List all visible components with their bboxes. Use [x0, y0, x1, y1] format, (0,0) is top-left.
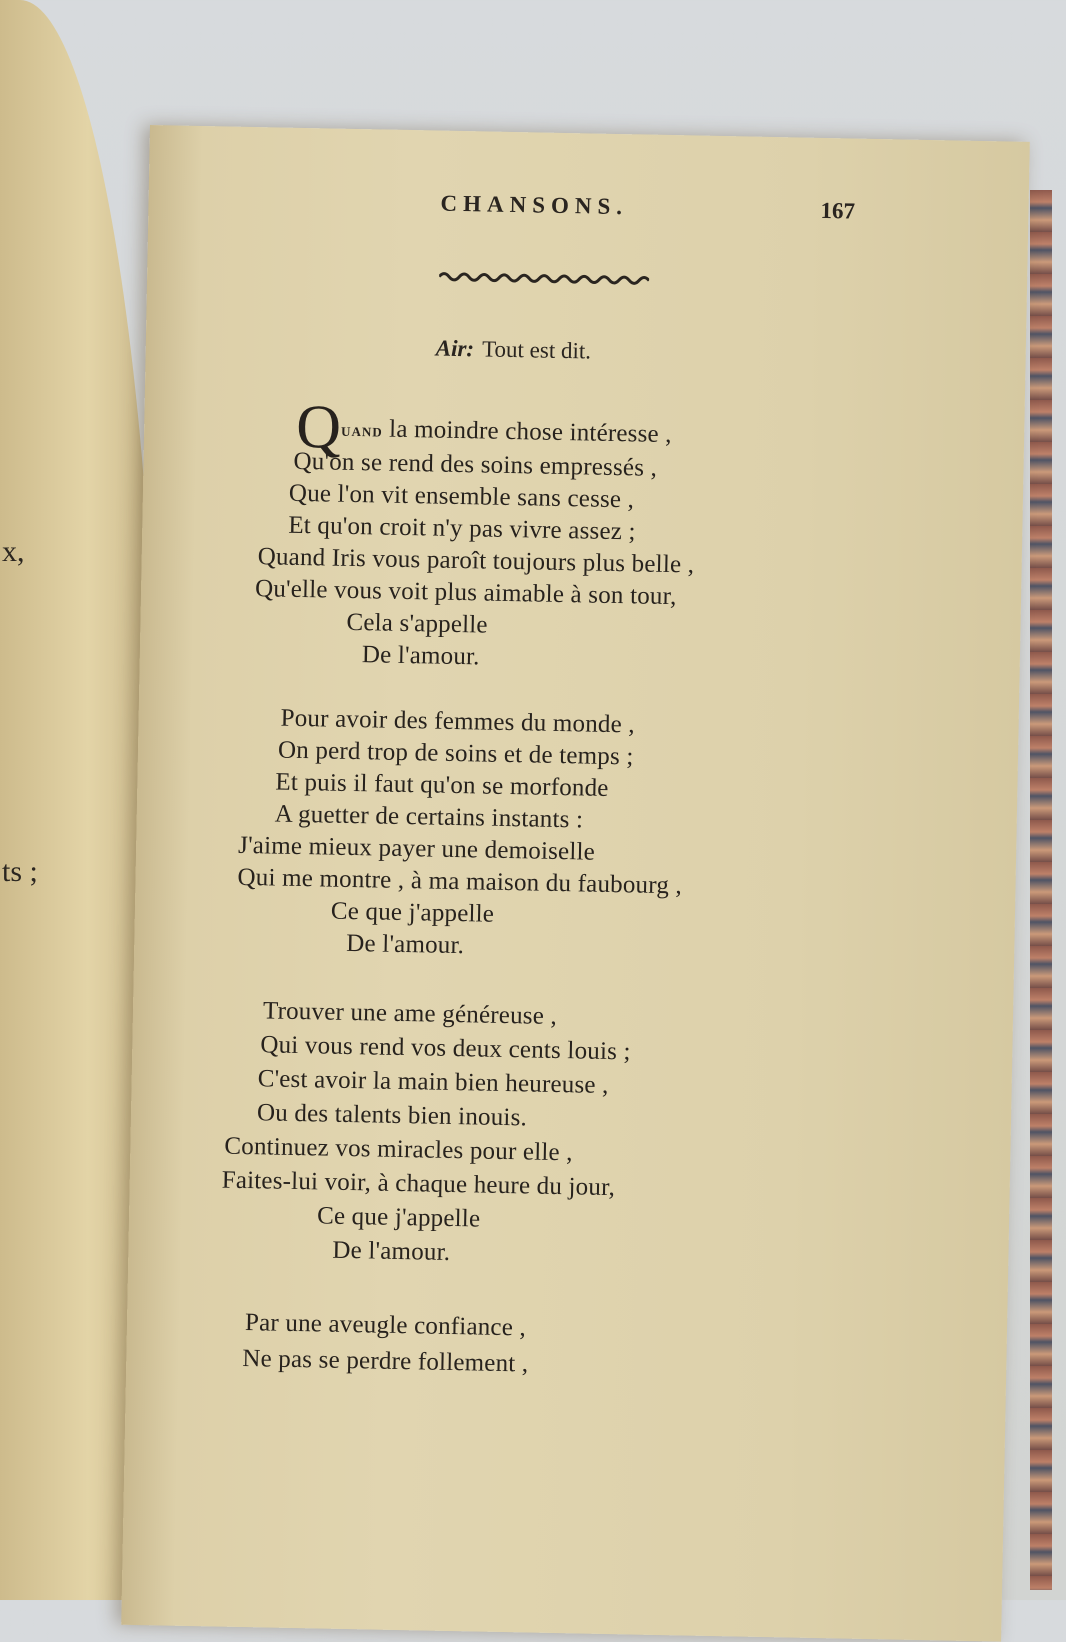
verse-line: Ce que j'appelle: [316, 1202, 481, 1233]
running-head: CHANSONS.: [440, 190, 629, 220]
book-edge: [1030, 190, 1052, 1590]
verse-line: J'aime mieux payer une demoiselle: [237, 831, 596, 866]
drop-cap-rest: uand: [340, 419, 383, 441]
verse-line: Quand Iris vous paroît toujours plus belle ,: [257, 543, 695, 579]
verse-line: Et puis il faut qu'on se morfonde: [275, 768, 609, 802]
verse-line: De l'amour.: [332, 1236, 451, 1266]
verse-line: Que l'on vit ensemble sans cesse ,: [288, 479, 635, 514]
verse-line: On perd trop de soins et de temps ;: [277, 736, 634, 771]
air-line: [436, 336, 592, 365]
verse-line: Et qu'on croit n'y pas vivre assez ;: [288, 511, 636, 546]
verse-line: Qu'on se rend des soins empressés ,: [293, 447, 658, 482]
verse-line: A guetter de certains instants :: [274, 800, 584, 834]
left-page-fragment: x,: [2, 535, 25, 568]
verse-line: Ou des talents bien inouis.: [256, 1099, 528, 1132]
verse-line: Continuez vos miracles pour elle ,: [224, 1132, 573, 1167]
verse-line: De l'amour.: [346, 929, 465, 960]
verse-line: C'est avoir la main bien heureuse ,: [257, 1065, 609, 1099]
air-title: Tout est dit.: [481, 336, 592, 364]
verse-line: Trouver une ame généreuse ,: [262, 997, 558, 1030]
right-page: [121, 125, 1030, 1642]
page-header: [148, 185, 1029, 242]
page-number: 167: [820, 197, 856, 224]
verse-line: De l'amour.: [361, 641, 480, 671]
verse-line: Faites-lui voir, à chaque heure du jour,: [221, 1166, 616, 1202]
verse-line: Ne pas se perdre follement ,: [242, 1345, 529, 1378]
verse-line: Pour avoir des femmes du monde ,: [280, 704, 636, 739]
air-label: Air:: [435, 335, 475, 362]
verse-line: Qui vous rend vos deux cents louis ;: [260, 1031, 631, 1066]
verse-line: Par une aveugle confiance ,: [244, 1309, 527, 1342]
drop-cap: Q: [295, 392, 342, 462]
verse-line: Qu'elle vous voit plus aimable à son tour,: [254, 575, 677, 611]
ornamental-rule: [439, 271, 649, 287]
verse-line-text: la moindre chose intéresse ,: [382, 415, 673, 449]
left-page-fragment: ts ;: [2, 855, 38, 888]
verse-line: Qui me montre , à ma maison du faubourg ,: [237, 863, 683, 900]
verse-line: Ce que j'appelle: [330, 897, 495, 928]
verse-line: Cela s'appelle: [346, 608, 489, 639]
